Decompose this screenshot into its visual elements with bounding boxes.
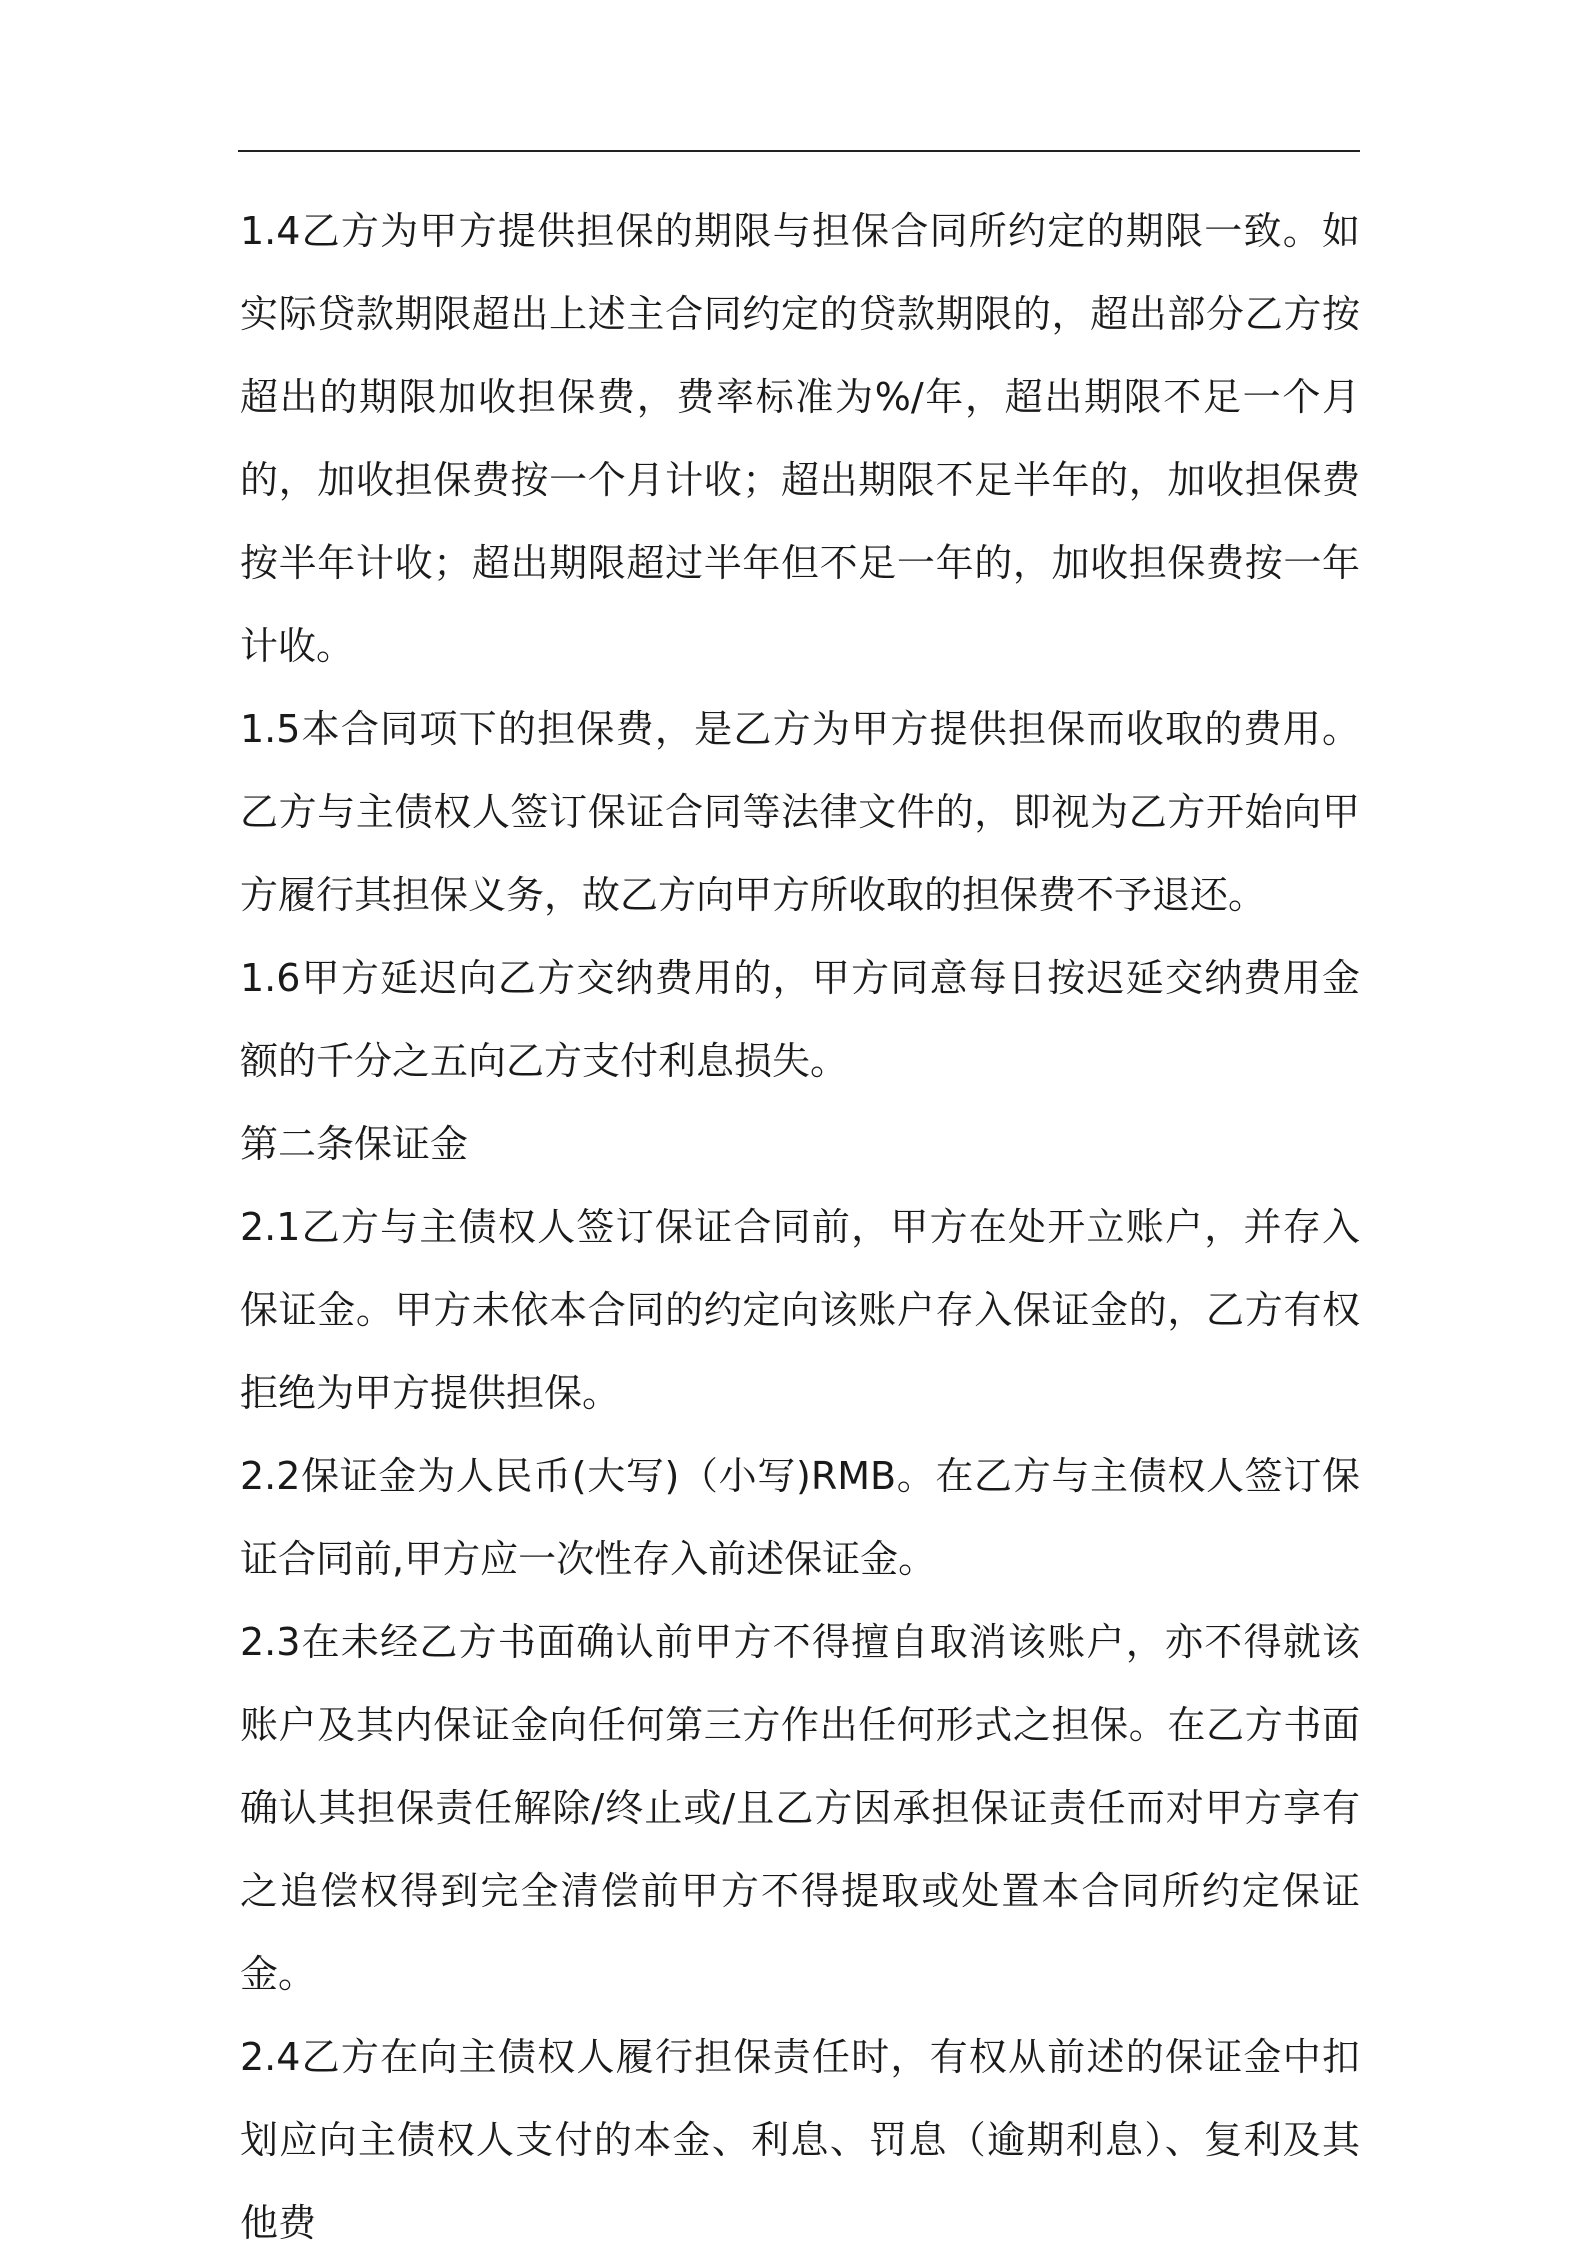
document-body xyxy=(240,190,1360,2265)
paragraph-1-4: 1.4乙方为甲方提供担保的期限与担保合同所约定的期限一致。如实际贷款期限超出上述主合同约定的贷款期限的，超出部分乙方按超出的期限加收担保费，费率标准为%/年，超出期限不足一个月的，加收担保费按一个月计收；超出期限不足半年的，加收担保费按半年计收；超出期限超过半年但不足一年的，加收担保费按一年计收。 xyxy=(240,209,1360,668)
paragraph-1-6: 1.6甲方延迟向乙方交纳费用的，甲方同意每日按迟延交纳费用金额的千分之五向乙方支付利息损失。 xyxy=(240,956,1360,1083)
paragraph-1-5: 1.5本合同项下的担保费，是乙方为甲方提供担保而收取的费用。乙方与主债权人签订保证合同等法律文件的，即视为乙方开始向甲方履行其担保义务，故乙方向甲方所收取的担保费不予退还。 xyxy=(240,707,1360,917)
header-rule xyxy=(238,150,1360,152)
paragraph-2-4: 2.4乙方在向主债权人履行担保责任时，有权从前述的保证金中扣划应向主债权人支付的本金、利息、罚息（逾期利息）、复利及其他费 xyxy=(240,2035,1360,2245)
paragraph-2-2: 2.2保证金为人民币(大写)（小写)RMB。在乙方与主债权人签订保证合同前,甲方应一次性存入前述保证金。 xyxy=(240,1454,1360,1581)
section-heading-article-2: 第二条保证金 xyxy=(240,1122,469,1166)
paragraph-2-1: 2.1乙方与主债权人签订保证合同前，甲方在处开立账户，并存入保证金。甲方未依本合同的约定向该账户存入保证金的，乙方有权拒绝为甲方提供担保。 xyxy=(240,1205,1360,1415)
paragraph-2-3: 2.3在未经乙方书面确认前甲方不得擅自取消该账户，亦不得就该账户及其内保证金向任何第三方作出任何形式之担保。在乙方书面确认其担保责任解除/终止或/且乙方因承担保证责任而对甲方享有之追偿权得到完全清偿前甲方不得提取或处置本合同所约定保证金。 xyxy=(240,1620,1360,1996)
